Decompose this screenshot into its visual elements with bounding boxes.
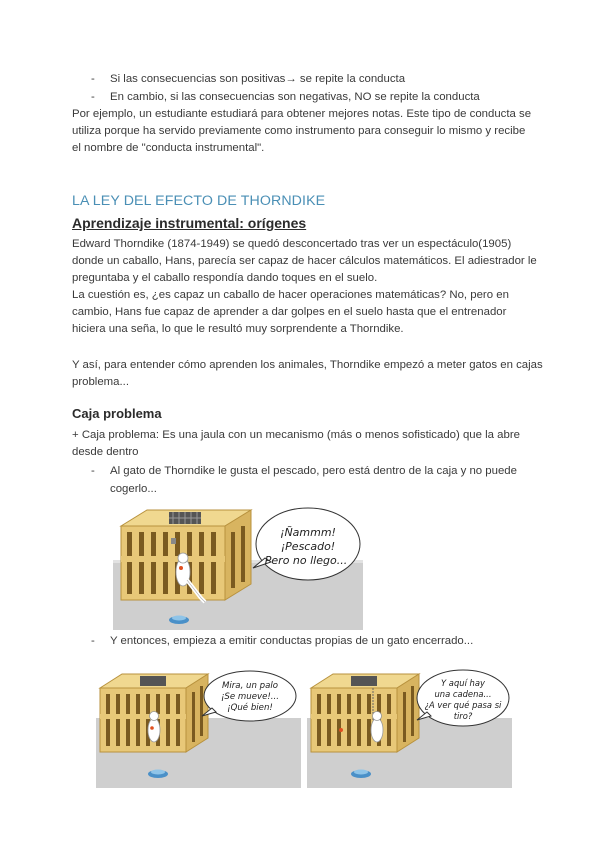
bullet-marker: - [91, 635, 95, 647]
box-crossbar [121, 556, 225, 562]
bubble-line: ¿A ver qué pasa si [424, 700, 502, 710]
cats-paragraph [72, 357, 543, 391]
box-front [100, 688, 186, 752]
bubble-line: Y aquí hay [441, 678, 485, 688]
paragraph-line: La cuestión es, ¿es capaz un caballo de hacer operaciones matemáticas? No, pero en [72, 289, 509, 301]
bubble-line: tiro? [453, 711, 473, 721]
box-crossbar [100, 714, 186, 719]
cat-mark [339, 728, 343, 732]
fish-bowl-water [172, 616, 186, 621]
box-side [225, 510, 251, 600]
bubble-line: Mira, un palo [221, 681, 279, 691]
bullet-text: cogerlo... [110, 483, 157, 495]
box-grate [140, 676, 166, 686]
cat-box-illustration-fish [113, 502, 363, 630]
bullet-text: Al gato de Thorndike le gusta el pescado, pero está dentro de la caja y no puede [110, 465, 517, 477]
fish-bowl-water [354, 770, 368, 775]
box-side [186, 674, 208, 752]
bullet-text: Si las consecuencias son positivas→ se repite la conducta [110, 73, 406, 85]
bubble-line: ¡Qué bien! [227, 703, 273, 713]
cat-box-illustration-chain [307, 668, 512, 788]
paragraph-line: hiciera una seña, lo que le resultó muy sorprendente a Thorndike. [72, 323, 404, 335]
bubble-line: una cadena... [434, 689, 492, 699]
paragraph-line: problema... [72, 376, 129, 388]
origins-paragraph [72, 236, 537, 338]
fish-bowl-water [151, 770, 165, 775]
bullet-text: Y entonces, empieza a emitir conductas propias de un gato encerrado... [110, 635, 474, 647]
section-title: LA LEY DEL EFECTO DE THORNDIKE [72, 193, 326, 209]
paragraph-line: desde dentro [72, 446, 139, 458]
cat-head [178, 553, 188, 563]
subsection-title: Aprendizaje instrumental: orígenes [72, 215, 307, 231]
cat-body [148, 718, 160, 742]
paragraph-line: Y así, para entender cómo aprenden los animales, Thorndike empezó a meter gatos en cajas [72, 359, 543, 371]
cat-mark [150, 726, 154, 730]
box-grate [351, 676, 377, 686]
cat-body [371, 718, 383, 742]
box-side [397, 674, 419, 752]
box-crossbar [311, 714, 397, 719]
box-front [121, 526, 225, 600]
box-title: Caja problema [72, 406, 162, 421]
cat-head [150, 712, 159, 721]
cat-head [373, 712, 382, 721]
paragraph-line: utiliza porque ha servido previamente como instrumento para conseguir lo mismo y recibe [72, 125, 526, 137]
bubble-line: Pero no llego... [264, 554, 348, 567]
box-latch [171, 538, 176, 544]
box-description [72, 427, 532, 461]
bubble-line: ¡Se mueve!... [220, 692, 280, 702]
bubble-line: ¡Ñammm! [280, 526, 336, 539]
paragraph-line: cambio, Hans fue capaz de aprender a dar golpes en el suelo hasta que el entrenador [72, 306, 507, 318]
paragraph-line: donde un caballo, Hans, parecía ser capaz de hacer cálculos matemáticos. El adiestrador le [72, 255, 537, 267]
cat-mark [179, 566, 183, 570]
box-front [311, 688, 397, 752]
paragraph-line: Por ejemplo, un estudiante estudiará para obtener mejores notas. Este tipo de conducta se [72, 108, 532, 120]
paragraph-line: + Caja problema: Es una jaula con un mecanismo (más o menos sofisticado) que la abre [72, 429, 520, 441]
intro-paragraph [72, 106, 532, 157]
bullet-marker: - [91, 73, 95, 85]
bullet-text: En cambio, si las consecuencias son negativas, NO se repite la conducta [110, 91, 480, 103]
cat-box-illustration-stick [96, 668, 301, 788]
bullet-marker: - [91, 91, 95, 103]
paragraph-line: Edward Thorndike (1874-1949) se quedó desconcertado tras ver un espectáculo(1905) [72, 238, 512, 250]
bubble-line: ¡Pescado! [280, 540, 336, 553]
bullet-marker: - [91, 465, 95, 477]
paragraph-line: preguntaba y el caballo respondía dando toques en el suelo. [72, 272, 378, 284]
paragraph-line: el nombre de "conducta instrumental". [72, 142, 265, 154]
